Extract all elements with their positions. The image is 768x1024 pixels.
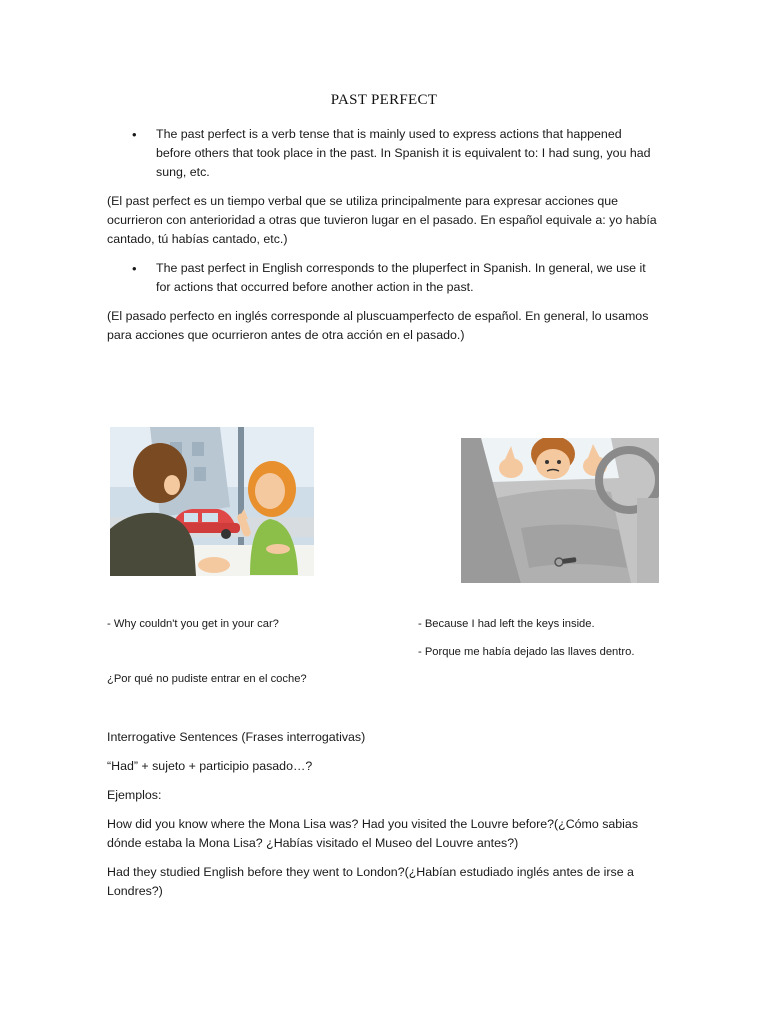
car-interior-icon [461, 438, 659, 583]
dialogue-answer: - Because I had left the keys inside. [418, 618, 595, 630]
example-mona-lisa: How did you know where the Mona Lisa was? Had you visited the Louvre before?(¿Cómo sabias dónde estaba la Mona Lisa? ¿Habías visitado el Museo del Louvre antes?) [107, 817, 639, 850]
dialogue-question-es: ¿Por qué no pudiste entrar en el coche? [107, 673, 307, 685]
paragraph-definition-es: (El past perfect es un tiempo verbal que se utiliza principalmente para expresar acciones que ocurrieron con anterioridad a otras que tuvieron lugar en el pasado. En español equivale a: yo había cantado, tú habías cantado, etc.) [107, 194, 657, 246]
paragraph-pluperfect-es: (El pasado perfecto en inglés corresponde al pluscuamperfecto de español. En general, lo usamos para acciones que ocurrieron antes de otra acción en el pasado.) [107, 309, 649, 342]
bullet-pluperfect: • The past perfect in English corresponds to the pluperfect in Spanish. In general, we use it for actions that occurred before another action in the past. [156, 259, 656, 297]
interrogative-formula: “Had” + sujeto + participio pasado…? [107, 759, 313, 773]
dialogue-question: - Why couldn't you get in your car? [107, 618, 279, 630]
conversation-scene-icon [110, 427, 314, 576]
illustration-keys-inside-car [461, 438, 659, 583]
interrogative-heading: Interrogative Sentences (Frases interrogativas) [107, 730, 366, 744]
illustration-conversation [110, 427, 314, 576]
page-title: PAST PERFECT [330, 92, 438, 108]
dialogue-answer-es: - Porque me había dejado las llaves dentro. [418, 646, 635, 658]
bullet-definition: • The past perfect is a verb tense that is mainly used to express actions that happened before others that took place in the past. In Spanish it is equivalent to: I had sung, you had sung, etc. [156, 125, 656, 182]
example-london: Had they studied English before they went to London?(¿Habían estudiado inglés antes de irse a Londres?) [107, 865, 634, 898]
examples-label: Ejemplos: [107, 788, 162, 802]
